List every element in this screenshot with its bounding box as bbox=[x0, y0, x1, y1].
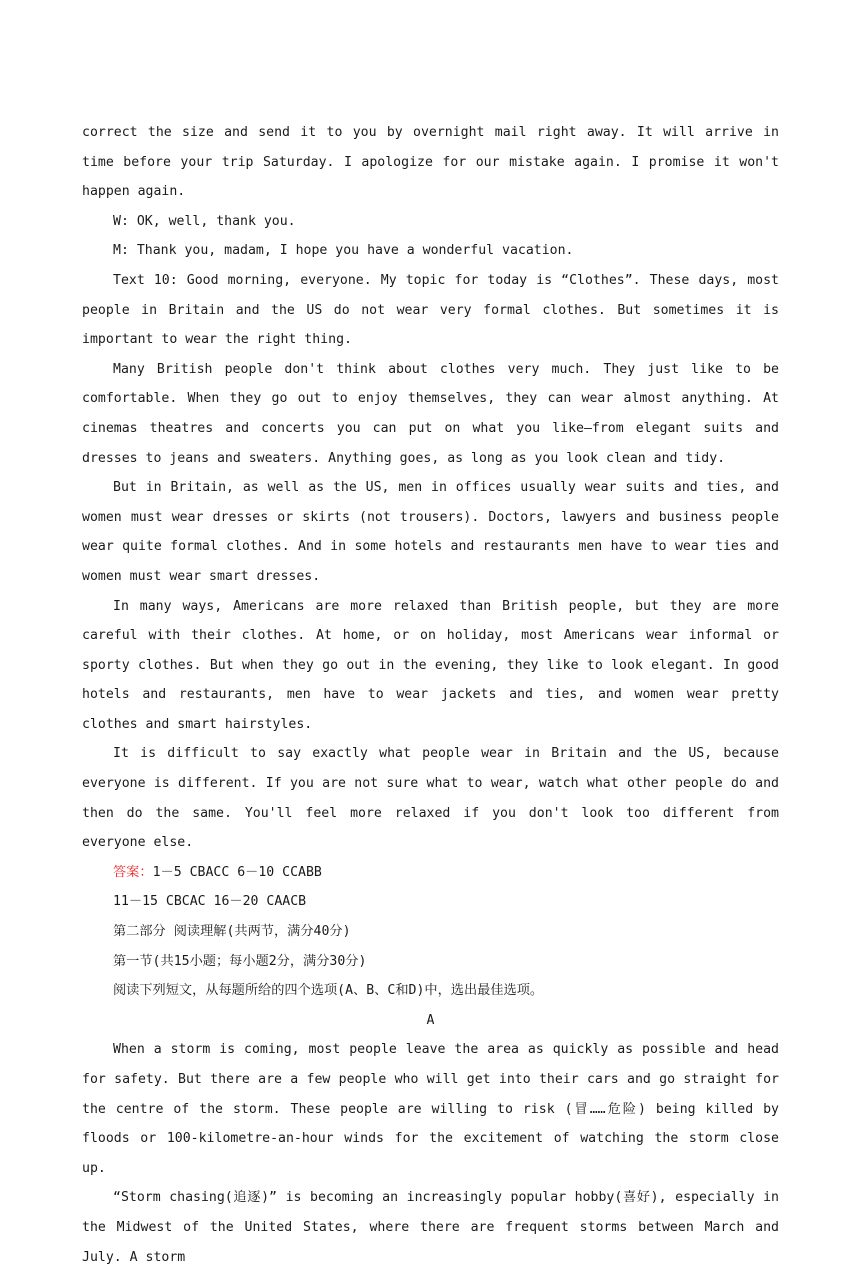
dialogue-line-m: M: Thank you, madam, I hope you have a wonderful vacation. bbox=[113, 243, 574, 259]
dialogue-line-w: W: OK, well, thank you. bbox=[113, 213, 296, 229]
answer-line-1 bbox=[82, 858, 779, 888]
paragraph: It is difficult to say exactly what people wear in Britain and the US, because everyone is different. If you are not sure what to wear, watch what other people do and then do the same. You'll feel more relaxed if you don't look too different from everyone else. bbox=[82, 746, 779, 851]
paragraph: Many British people don't think about clothes very much. They just like to be comfortable. When they go out to enjoy themselves, they can wear almost anything. At cinemas theatres and concerts you can put on what you like—from elegant suits and dresses to jeans and sweaters. Anything goes, as long as you look clean and tidy. bbox=[82, 361, 779, 466]
subsection-title: 第一节(共15小题；每小题2分，满分30分) bbox=[113, 953, 367, 969]
paragraph: correct the size and send it to you by overnight mail right away. It will arrive in time before your trip Saturday. I apologize for our mistake again. I promise it won't happen again. bbox=[82, 125, 779, 200]
answer-line-2: 11－15 CBCAC 16－20 CAACB bbox=[113, 894, 307, 910]
paragraph: In many ways, Americans are more relaxed than British people, but they are more careful with their clothes. At home, or on holiday, most Americans wear informal or sporty clothes. But when they go out in the evening, they like to look elegant. In good hotels and restaurants, men have to wear jackets and ties, and women wear pretty clothes and smart hairstyles. bbox=[82, 598, 779, 732]
passage-paragraph: “Storm chasing(追逐)” is becoming an increasingly popular hobby(喜好), especially in the Midwest of the United States, where there are frequent storms between March and July. A storm bbox=[82, 1190, 779, 1265]
text10-intro-paragraph: Text 10: Good morning, everyone. My topic for today is “Clothes”. These days, most people in Britain and the US do not wear very formal clothes. But sometimes it is important to wear the right thing. bbox=[82, 272, 779, 348]
passage-label: A bbox=[426, 1012, 435, 1028]
section-title: 第二部分 阅读理解(共两节，满分40分) bbox=[113, 924, 351, 940]
document-body bbox=[82, 118, 779, 1272]
answer-label: 答案： bbox=[113, 864, 153, 880]
instruction: 阅读下列短文，从每题所给的四个选项(A、B、C和D)中，选出最佳选项。 bbox=[113, 983, 544, 999]
answer-keys-1-10: 1－5 CBACC 6－10 CCABB bbox=[152, 864, 322, 880]
paragraph: But in Britain, as well as the US, men in offices usually wear suits and ties, and women must wear dresses or skirts (not trousers). Doctors, lawyers and business people wear quite formal clothes. And in some hotels and restaurants men have to wear ties and women must wear smart dresses. bbox=[82, 480, 779, 584]
passage-paragraph: When a storm is coming, most people leave the area as quickly as possible and head for safety. But there are a few people who will get into their cars and go straight for the centre of the storm. These people are willing to risk (冒……危险) being killed by floods or 100-kilometre-an-hour winds for the excitement of watching the storm close up. bbox=[82, 1042, 779, 1176]
